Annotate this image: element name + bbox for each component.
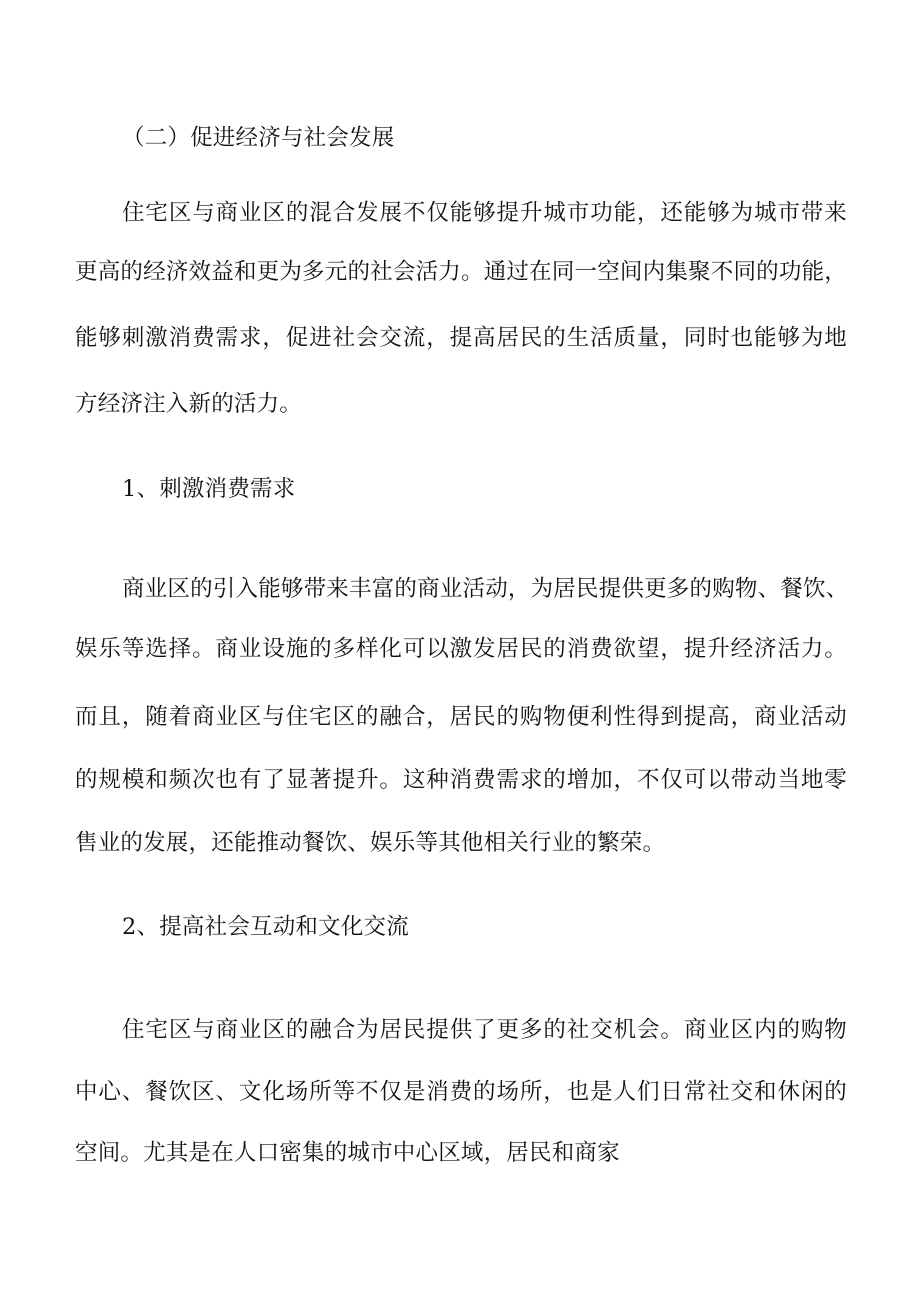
paragraph-2-line-1: 商业区的引入能够带来丰富的商业活动，为居民提供更多的购物、餐饮、 — [122, 576, 849, 602]
paragraph-3-line-3: 空间。尤其是在人口密集的城市中心区域，居民和商家 — [75, 1140, 620, 1166]
paragraph-2-line-5: 售业的发展，还能推动餐饮、娱乐等其他相关行业的繁荣。 — [75, 830, 666, 856]
subheading-2: 2、提高社会互动和文化交流 — [122, 914, 409, 940]
paragraph-1-line-3: 能够刺激消费需求，促进社会交流，提高居民的生活质量，同时也能够为地 — [75, 325, 847, 351]
paragraph-2-line-2: 娱乐等选择。商业设施的多样化可以激发居民的消费欲望，提升经济活力。 — [75, 636, 847, 662]
paragraph-1-line-1: 住宅区与商业区的混合发展不仅能够提升城市功能，还能够为城市带来 — [122, 200, 847, 226]
paragraph-1-line-2: 更高的经济效益和更为多元的社会活力。通过在同一空间内集聚不同的功能， — [75, 259, 847, 285]
paragraph-2-line-3: 而且，随着商业区与住宅区的融合，居民的购物便利性得到提高，商业活动 — [75, 704, 847, 730]
section-heading: （二）促进经济与社会发展 — [122, 125, 395, 151]
paragraph-1-line-4: 方经济注入新的活力。 — [75, 391, 303, 417]
paragraph-3-line-2: 中心、餐饮区、文化场所等不仅是消费的场所，也是人们日常社交和休闲的 — [75, 1079, 847, 1105]
paragraph-2-line-4: 的规模和频次也有了显著提升。这种消费需求的增加，不仅可以带动当地零 — [75, 767, 847, 793]
document-page — [75, 0, 847, 1301]
subheading-1: 1、刺激消费需求 — [122, 476, 296, 502]
paragraph-3-line-1: 住宅区与商业区的融合为居民提供了更多的社交机会。商业区内的购物 — [122, 1017, 847, 1043]
